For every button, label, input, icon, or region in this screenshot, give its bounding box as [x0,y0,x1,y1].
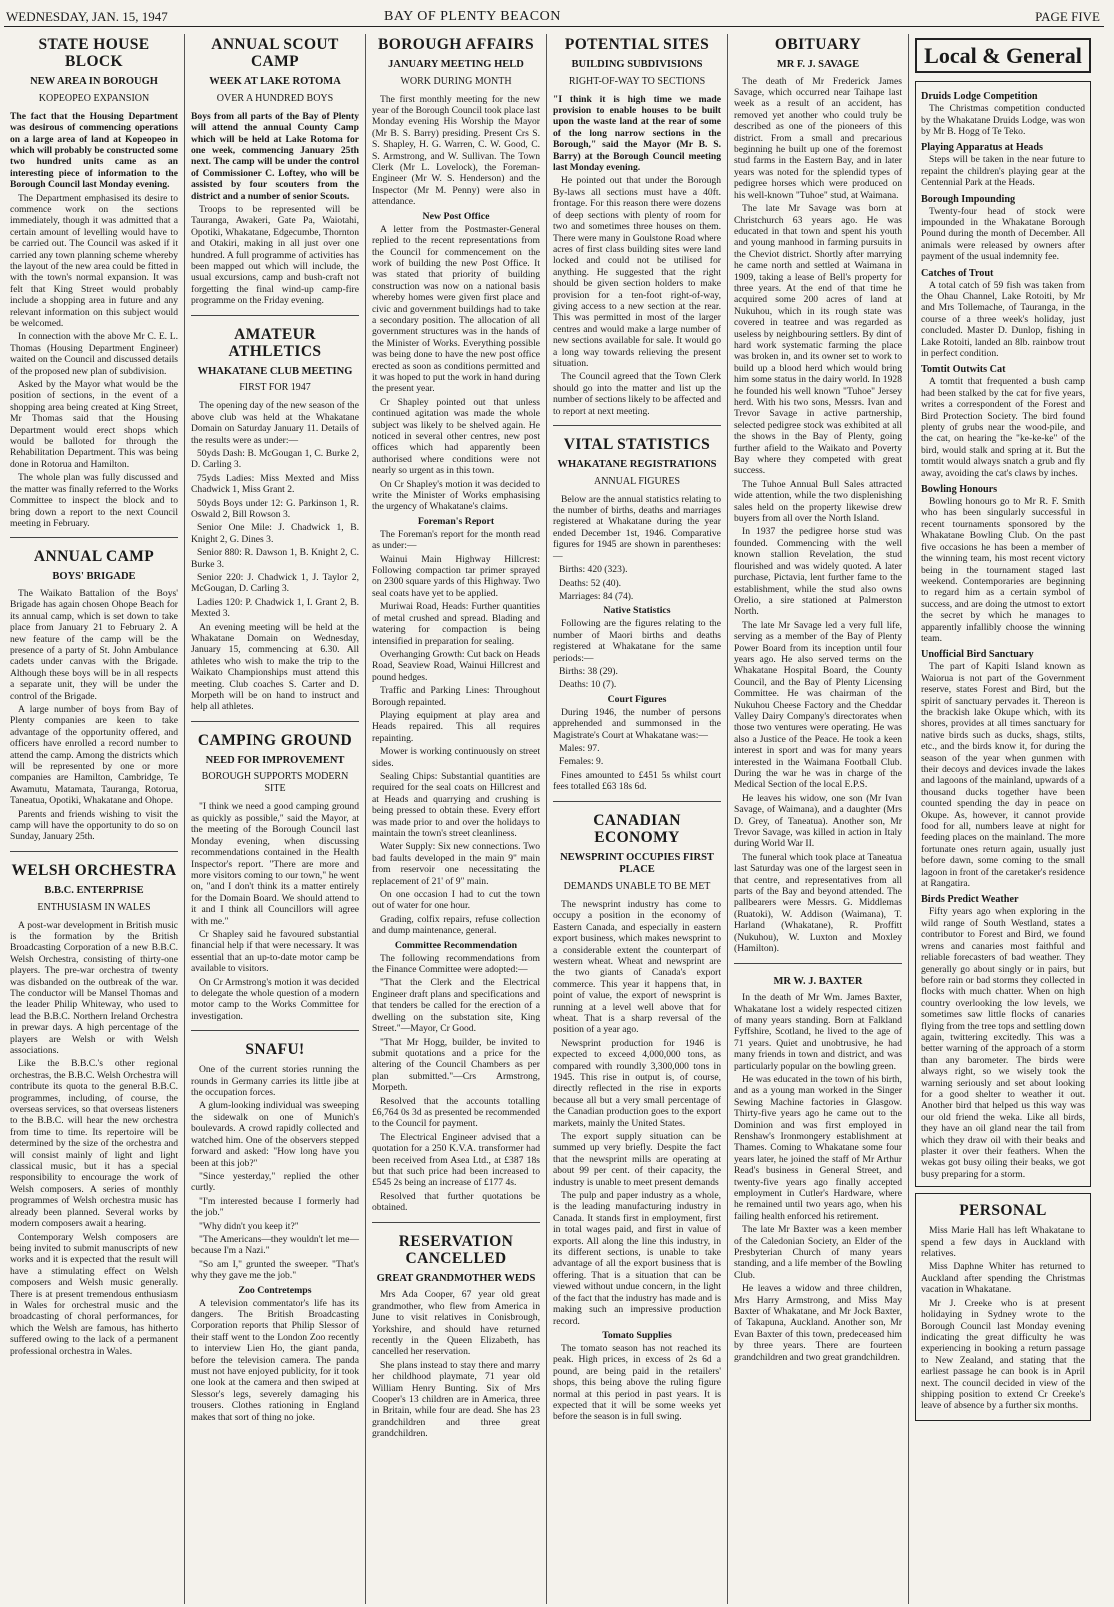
item-text: The Christmas competition conducted by the Whakatane Druids Lodge, was won by Mr B. Hogg of Te Teko. [921,103,1085,137]
paragraph: A post-war development in British music is the formation by the British Broadcasting Corporation of a new B.B.C. Welsh Orchestra, consisting of thirty-one players. The pre-war orchestra of twenty was disbanded on the outbreak of the war. The conductor will be Mansel Thomas and the leader Philip Whiteway, who used to lead the B.B.C. Northern Ireland Orchestra in prewar days. A high percentage of the players are Welsh or with Welsh associations. [10,919,178,1056]
statistic-line: Deaths: 10 (7). [559,679,617,691]
statistic-line: Births: 420 (323). [559,564,628,576]
paragraph: "That the Clerk and the Electrical Engineer draft plans and specifications and that tenders be called for the erection of a dwelling on the substation site, King Street."—Mayor, Cr Good. [372,977,540,1035]
subheadline: JANUARY MEETING HELD [388,59,524,71]
newspaper-title: BAY OF PLENTY BEACON [384,9,561,24]
subheadline: NEW AREA IN BOROUGH [30,76,158,88]
paragraph: The opening day of the new season of the above club was held at the Whakatane Domain on Saturday January 11. Details of the results were as under:— [191,400,359,446]
paragraph: The late Mr Savage led a very full life, serving as a member of the Bay of Plenty Power Board from its inception until four years ago. He also served terms on the Whakatane Hospital Board, the County Council, and the Bay of Plenty Licensing Committee. He was chairman of the Nukuhou Cheese Factory and the Cheddar Valley Dairy Company's directorates when those two ventures were operating. He was also a Justice of the Peace. He took a keen interest in sport and was for many years interested in the Waimana Football Club. During the war he was in charge of the Medical Section of the local E.P.S. [734,619,902,791]
paragraph: Newsprint production for 1946 is expected to exceed 4,000,000 tons, as compared with roundly 3,300,000 tons in 1945. This rise in output is, of course, directly reflected in the rise in exports because all but a very small percentage of the Canadian production goes to the export markets, mainly the United States. [553,1037,721,1129]
paragraph: Sealing Chips: Substantial quantities are required for the seal coats on Hillcrest and at Heads and quarrying and crushing is being pressed to obtain these. Every effort was made prior to and over the holidays to maintain the town's street cleanliness. [372,770,540,840]
inline-heading: Zoo Contretemps [238,1284,312,1296]
result-line: Senior One Mile: J. Chadwick 1, B. Knight 2, G. Dines 3. [191,522,359,545]
paragraph: "The Americans—they wouldn't let me—because I'm a Nazi." [191,1233,359,1257]
item-text: Steps will be taken in the near future to repaint the children's playing gear at the Centennial Park at the Heads. [921,154,1085,189]
item-text: Fifty years ago when exploring in the wild range of South Westland, states a contributor to Forest and Bird, we found wrens and canaries most faithful and reliable forecasters of bad weather. They generally go about singly or in pairs, but before rain or bad storms they collected in flocks with much chatter. When on high country overlooking the low levels, we sometimes saw little flocks of canaries flying from the tree tops and settling down again, twittering excitedly. This was a better warning of the approach of a storm than any barometer. The birds were always right, so we wisely took the warning seriously and set about looking for a good shelter to weather it out. Another bird that helped us this way was our old friend the weka. Like all birds, they have an oil gland near the tail from which they draw oil with their beaks and plaster it over their feathers. When the wekas got busy oiling their beaks, we got busy preparing for a storm. [921,906,1085,1180]
headline: BOROUGH AFFAIRS [378,36,534,53]
result-line: Senior 220: J. Chadwick 1, J. Taylor 2, McGougan, D. Carling 3. [191,571,359,595]
headline: AMATEUR ATHLETICS [228,325,322,360]
lead-paragraph: Boys from all parts of the Bay of Plenty will attend the annual County Camp which will be held at Lake Rotoma for one week, commencing January 25th next. The camp will be under the control of Commissioner C. Loftey, who will be assisted by four scouters from the district and a number of senior Scouts. [191,110,359,202]
paragraph: On Cr Armstrong's motion it was decided to delegate the whole question of a modern motor camp to the Works Committee for investigation. [191,976,359,1022]
paragraph: Like the B.B.C.'s other regional orchestras, the B.B.C. Welsh Orchestra will contribute its quota to the general B.B.C. programmes, including, of course, the overseas services, so that overseas listeners to the B.B.C. will hear the new orchestra from time to time. Its repertoire will be determined by the size of the orchestra and will consist mainly of light and light classical music, but it has a special responsibility to encourage the work of Welsh composers. A series of monthly programmes of Welsh orchestra music has already been planned. Several works by modern composers await a hearing. [10,1058,178,1230]
paragraph: Resolved that the accounts totalling £6,764 0s 3d as presented be recommended to the Council for payment. [372,1095,540,1130]
subheadline: BOROUGH SUPPORTS MODERN SITE [201,771,349,795]
paragraph: The following recommendations from the Finance Committee were adopted:— [372,952,540,976]
paragraph: In the death of Mr Wm. James Baxter, Whakatane lost a widely respected citizen of many years standing. Born at Falkland Fyffshire, Scotland, he lived to the age of 71 years. Quiet and unobtrusive, he had many friends in town and district, and was particularly popular on the bowling green. [734,992,902,1072]
paragraph: The Council agreed that the Town Clerk should go into the matter and list up the number of sections likely to be affected and to report at next meeting. [553,371,721,417]
lead-paragraph: "I think it is high time we made provision to enable houses to be built upon the waste land at the rear of some of the long narrow sections in the Borough," said the Mayor (Mr B. S. Barry) at the Borough Council meeting last Monday evening. [553,93,721,174]
paragraph: Traffic and Parking Lines: Throughout Borough repainted. [372,685,540,708]
statistic-line: Deaths: 52 (40). [559,577,622,589]
paragraph: The pulp and paper industry as a whole, is the leading manufacturing industry in Canada. It stands first in employment, first in total wages paid, and first in value of exports. All along the line this industry, in its different sections, is unable to take advantage of all the export business that is offering. That is a situation that can be viewed without undue concern, in the light of the fact that the industry has made and is making such an impressive production record. [553,1190,721,1327]
item-text: A tomtit that frequented a bush camp had been stalked by the cat for five years, writes a correspondent of the Forest and Bird Protection Society. The bird found plenty of grubs near the wood-pile, and the cat, on hearing the "ke-ke-ke" of the bird, would stalk and spring at it. But the tomtit would always snatch a grub and fly away, avoiding the cat's claws by inches. [921,376,1085,479]
paragraph: Miss Marie Hall has left Whakatane to spend a few days in Auckland with relatives. [921,1225,1085,1260]
subheadline: NEWSPRINT OCCUPIES FIRST PLACE [560,851,714,876]
paragraph: The first monthly meeting for the new year of the Borough Council took place last Monday evening His Worship the Mayor (Mr B. S. Barry) presiding. Present Crs S. S. Shapley, H. G. Warren, C. W. Good, C. S. Armstrong, and W. Sullivan. The Town Clerk (Mr L. Lovelock), the Foreman-Engineer (Mr W. S. Henderson) and the Inspector (Mr M. Penny) were also in attendance. [372,93,540,208]
paragraph: The whole plan was fully discussed and the matter was finally referred to the Works Committee to inspect the block and to bring down a report to the next Council meeting in February. [10,472,178,529]
paragraph: He pointed out that under the Borough By-laws all sections must have a 40ft. frontage. For this reason there were dozens of deep sections with plenty of room for two and sometimes three houses on them. There were many in Goulstone Road where acres of first class building sites were land locked and could not be utilised for anything. He suggested that the right should be given section holders to make provision for a ten-foot right-of-way, giving access to a new section at the rear. This was permitted in most of the larger centres and would make a large number of new sections available for sale. It would go a long way towards relieving the present situation. [553,175,721,369]
paragraph: During 1946, the number of persons apprehended and summonsed in the Magistrate's Court at Whakatane was:— [553,706,721,741]
paragraph: "I'm interested because I formerly had the job." [191,1195,359,1219]
subheadline: GREAT GRANDMOTHER WEDS [376,1272,536,1284]
paragraph: Troops to be represented will be Tauranga, Awakeri, Gate Pa, Waiotahi, Opotiki, Whakatane, Edgecumbe, Thornton and Otakiri, making in all just over one hundred. A full programme of activities has been mapped out which will include, the usual excursions, camp and bush-craft not forgetting the final wind-up camp-fire programme on the Friday evening. [191,203,359,307]
subheadline: MR W. J. BAXTER [773,975,863,987]
story-annual-scout-camp [191,36,359,307]
local-general-items [921,91,1085,1180]
item-heading: Druids Lodge Competition [921,91,1038,103]
subheadline: WHAKATANE REGISTRATIONS [557,459,717,471]
column-2 [185,34,366,1604]
paragraph: Playing equipment at play area and Heads repaired. This all requires repainting. [372,709,540,744]
inline-heading: Tomato Supplies [602,1329,672,1341]
result-line: 75yds Ladies: Miss Mexted and Miss Chadwick 1, Miss Grant 2. [191,472,359,496]
story-obituary-savage [734,36,902,955]
paragraph: The death of Mr Frederick James Savage, which occurred near Taihape last week as a result of an accident, has removed yet another who could truly be described as one of the pioneers of this district. From a small and precarious beginning he built up one of the foremost stud farms in the Eastern Bay, and in later years was noted for the splendid types of pedigree horses which were produced on his well-known "Tuhoe" stud, at Waimana. [734,75,902,201]
paragraph: Fines amounted to £451 5s whilst court fees totalled £63 18s 6d. [553,769,721,793]
headline: PERSONAL [959,1202,1047,1220]
column-5 [728,34,909,1604]
item-text: Twenty-four head of stock were impounded in the Whakatane Borough Pound during the month of December. All animals were released by owners after payment of the usual indemnity fee. [921,205,1085,263]
result-line: Ladies 120: P. Chadwick 1, I. Grant 2, B. Mexted 3. [191,596,359,620]
paragraph: Parents and friends wishing to visit the camp will have the opportunity to do so on Sunday, January 25th. [10,808,178,843]
story-welsh-orchestra [10,851,178,1357]
result-line: 50yds Dash: B. McGougan 1, C. Burke 2, D. Carling 3. [191,447,359,471]
paragraph: A large number of boys from Bay of Plenty companies are keen to take advantage of the opportunity offered, and officers have enrolled a record number to attend the camp. Among the districts which will be represented by one or more companies are Hamilton, Cambridge, Te Awamutu, Matamata, Tauranga, Rotorua, Taneatua, Opotiki, Whakatane and Ohope. [10,704,178,807]
headline: VITAL STATISTICS [563,436,711,454]
lead-paragraph: The fact that the Housing Department was desirous of commencing operations on a large area of land at Kopeopeo in which will probably be constructed some two hundred units came as an interesting piece of information to the Borough Council last Monday evening. [10,110,178,191]
inline-heading: Native Statistics [603,605,671,617]
subheadline: WORK DURING MONTH [400,75,512,87]
story-canadian-economy [553,801,721,1423]
paragraph: "So am I," grunted the sweeper. "That's why they gave me the job." [191,1258,359,1282]
subheadline: BOYS' BRIGADE [52,571,136,583]
subheadline: DEMANDS UNABLE TO BE MET [563,880,711,892]
item-text: A total catch of 59 fish was taken from the Ohau Channel, Lake Rotoiti, by Mr and Mrs Tollemache, of Tauranga, in the course of a three week's holiday, just concluded. Master D. Dunlop, fishing in Lake Rotoiti, landed an 8lb. rainbow trout in perfect condition. [921,279,1085,359]
subheadline: BUILDING SUBDIVISIONS [571,59,703,71]
inline-heading: Committee Recommendation [394,939,518,951]
subheadline: OVER A HUNDRED BOYS [216,92,334,104]
paragraph: Wainui Main Highway Hillcrest: Following compaction tar primer sprayed on 2300 square yards of this Highway. Two seal coats have yet to be applied. [372,553,540,599]
column-3 [366,34,547,1604]
paragraph: He leaves his widow, one son (Mr Ivan Savage, of Waimana), and a daughter (Mrs D. Grey, of Taneatua). Another son, Mr Trevor Savage, was killed in action in Italy during World War II. [734,792,902,850]
story-borough-affairs [372,36,540,1214]
paragraph: The funeral which took place at Taneatua last Saturday was one of the largest seen in that centre, and representatives from all parts of the Bay and beyond attended. The pallbearers were Messrs. G. Middlemas (Ruatoki), W. Addison (Waimana), T. Harland (Whakatane), R. Proffitt (Nukuhou), W. Luxton and Moxley (Hamilton). [734,851,902,955]
masthead [4,8,1104,27]
paragraph: In 1937 the pedigree horse stud was founded. Commencing with the well known stallion Revelation, the stud flourished and was widely quoted. A later purchase, Pictavia, lent further fame to the establishment, while the stud also owns Orelio, a sire stationed at Palmerston North. [734,526,902,618]
story-potential-sites [553,36,721,417]
paragraph: Cr Shapley said he favoured substantial financial help if that were necessary. It was essential that an up-to-date motor camp be available to visitors. [191,928,359,975]
subheadline: NEED FOR IMPROVEMENT [205,754,345,766]
column-4 [547,34,728,1604]
paragraph: The Foreman's report for the month read as under:— [372,528,540,552]
paragraph: Below are the annual statistics relating to the number of births, deaths and marriages registered at Whakatane during the year ended December 1st, 1946. Comparative figures for 1945 are shown in parentheses:— [553,493,721,562]
page-number: PAGE FIVE [1035,9,1100,24]
paragraph: Resolved that further quotations be obtained. [372,1190,540,1214]
paragraph: The tomato season has not reached its peak. High prices, in excess of 2s 6d a pound, are being paid in the retailers' shops, this being above the ruling figure normal at this period in past years. It is expected that it will be some weeks yet before the season is in full swing. [553,1342,721,1423]
paragraph: Mrs Ada Cooper, 67 year old great grandmother, who flew from America in June to visit relatives in Conisbrough, Yorkshire, and should have returned recently in the Queen Elizabeth, has cancelled her reservation. [372,1289,540,1358]
result-line: 50yds Boys under 12: G. Parkinson 1, R. Oswald 2, Bill Rowson 3. [191,497,359,520]
issue-date: WEDNESDAY, JAN. 15, 1947 [6,9,168,24]
paragraph: The late Mr Baxter was a keen member of the Caledonian Society, an Elder of the Presbyterian Church of many years standing, and a life member of the Bowling Club. [734,1224,902,1281]
paragraph: A glum-looking individual was sweeping the sidewalk on one of Munich's boulevards. A crowd rapidly collected and watched him. One of the observers stepped forward and asked: "How long have you been at this job?" [191,1100,359,1169]
column-6 [909,34,1097,1604]
item-heading: Birds Predict Weather [921,894,1019,906]
headline: OBITUARY [774,36,862,53]
paragraph: Following are the figures relating to the number of Maori births and deaths registered at Whakatane for the same periods:— [553,618,721,664]
story-annual-camp [10,537,178,843]
headline: ANNUAL SCOUT CAMP [211,36,339,71]
statistic-line: Males: 97. [559,742,600,754]
paragraph: The Department emphasised its desire to commence work on the sections immediately, though it was admitted that a certain amount of levelling would have to be carried out. The Council was asked if it carried any town planning scheme whereby the layout of the new area could be fitted in with the town's normal expansion. It was felt that King Street would probably include a shopping area in future and any relevant information on this subject would be welcomed. [10,192,178,329]
headline: POTENTIAL SITES [564,36,710,53]
item-heading: Borough Impounding [921,193,1016,205]
item-heading: Bowling Honours [921,484,998,496]
inline-heading: New Post Office [422,210,490,222]
statistic-line: Females: 9. [559,756,604,768]
paragraph: "That Mr Hogg, builder, be invited to submit quotations and a price for the altering of the Council Chambers as per plan submitted."—Crs Armstrong, Morpeth. [372,1036,540,1094]
paragraph: The Electrical Engineer advised that a quotation for a 250 K.V.A. transformer had been received from Asea Ltd., at £387 18s but that such price had been increased to £545 2s being an increase of £177 4s. [372,1131,540,1189]
story-state-house-block [10,36,178,529]
inline-heading: Foreman's Report [417,515,495,527]
personal-box [915,1193,1091,1421]
column-1 [4,34,185,1604]
paragraph: The late Mr Savage was born at Christchurch 63 years ago. He was educated in that town and spent his youth and young manhood in farming pursuits in the Cheviot district. Shortly after marrying he came north and settled at Waimana in 1909, taking a lease of Bell's property for three years. At the end of that time he acquired some 200 acres of land at Nukuhou, which in its rough state was covered in teatree and was regarded as useless by neighbouring settlers. By dint of hard work systematic farming the place was broken in, and its owner set to work to build up a blood herd which would bring him some status in the dairy world. In 1928 he founded his well known "Tuhoe" Jersey herd. With his two sons, Messrs. Ivan and Trevor Savage in active partnership, selected pedigree stock was exhibited at all the shows in the Bay of Plenty, going further afield to the Waikato and Poverty Bay where they competed with great success. [734,203,902,477]
headline: CANADIAN ECONOMY [593,811,681,846]
paragraph: Muriwai Road, Heads: Further quantities of metal crushed and spread. Blading and watering for compaction is being intensified in preparation for sealing. [372,601,540,647]
item-heading: Playing Apparatus at Heads [921,142,1043,154]
paragraph: On one occasion I had to cut the town out of water for one hour. [372,889,540,912]
paragraph: Water Supply: Six new connections. Two bad faults developed in the main 9" main from reservoir one necessitating the replacement of 21' of 9" main. [372,841,540,887]
statistic-line: Marriages: 84 (74). [559,590,634,602]
headline: SNAFU! [245,1041,305,1059]
story-vital-statistics [553,425,721,793]
paragraph: "I think we need a good camping ground as quickly as possible," said the Mayor, at the meeting of the Borough Council last Monday evening, when discussing recommendations contained in the Health Inspector's report. "There are more and more visitors coming to our town," he went on, "and I don't think its a matter entirely for the Domain Board. We should attend to it and I think all Councillors will agree with me." [191,801,359,927]
item-heading: Unofficial Bird Sanctuary [921,649,1034,661]
paragraph: He was educated in the town of his birth, and as a young man worked in the Singer Sewing Machine factories in Glasgow. Thirty-five years ago he came out to the Dominion and was first employed in Renshaw's Ironmongery establishment at Thames. Coming to Whakatane some four years later, he joined the staff of Mr Arthur Read's business in General Street, and twenty-five years ago finally accepted employment in Cutler's Hardware, where he remained until two years ago, when his failing health enforced his retirement. [734,1073,902,1222]
paragraph: He leaves a widow and three children, Mrs Harry Armstrong, and Miss May Baxter of Whakatane, and Mr Jock Baxter, of Takapuna, Auckland. Another son, Mr Evan Baxter of this town, predeceased him by three years. There are fourteen grandchildren and two great grandchildren. [734,1283,902,1363]
subheadline: KOPEOPEO EXPANSION [38,92,150,104]
story-camping-ground [191,721,359,1022]
paragraph: The newsprint industry has come to occupy a position in the economy of Eastern Canada, and especially in eastern export business, which makes newsprint to a considerable extent the counterpart of western wheat. Wheat and newsprint are the two giants of Canada's export commerce. This year it happens that, in point of value, the export of newsprint is running at a level well above that for wheat. That is a sharp reversal of the position of a year ago. [553,898,721,1036]
item-heading: Catches of Trout [921,267,994,279]
subheadline: WEEK AT LAKE ROTOMA [209,76,341,88]
paragraph: Miss Daphne Whiter has returned to Auckland after spending the Christmas vacation in Whakatane. [921,1261,1085,1296]
headline: ANNUAL CAMP [33,548,155,566]
paragraph: "Why didn't you keep it?" [199,1220,299,1232]
story-reservation-cancelled [372,1222,540,1440]
paragraph: "Since yesterday," replied the other curtly. [191,1170,359,1194]
paragraph: A television commentator's life has its dangers. The British Broadcasting Corporation reports that Philip Slessor of their staff went to the London Zoo recently to interview Lien Ho, the giant panda, before the television camera. The panda must not have enjoyed publicity, for it took one look at the camera and then swiped at Slessor's legs, severely damaging his trousers. Clothes rationing in England makes that sort of thing no joke. [191,1297,359,1423]
subheadline: RIGHT-OF-WAY TO SECTIONS [568,75,706,87]
paragraph: The Tuhoe Annual Bull Sales attracted wide attention, while the two displenishing sales held on the property likewise drew buyers from all over the North Island. [734,478,902,525]
item-text: Bowling honours go to Mr R. F. Smith who has been singularly successful in recent tournaments sponsored by the Whakatane Bowling Club. On the past five occasions he has been a member of the winning team, his most recent victory being in the tournament staged last weekend. Contemporaries are beginning to regard him as a certain symbol of success, and are doing the utmost to extort the secret by which he manages to apparently infallibly choose the winning team. [921,496,1085,644]
columns [4,34,1110,1604]
headline: RESERVATION CANCELLED [398,1232,514,1267]
paragraph: Mower is working continuously on street sides. [372,746,540,769]
paragraph: Contemporary Welsh composers are being invited to submit manuscripts of new works and it is expected that the result will have a stimulating effect on Welsh composers and Welsh music generally. There is at present tremendous enthusiasm in Wales for orchestral music and the broadcasting of choral performances, for which the Welsh are famous, has hitherto suffered owing to the lack of a permanent professional orchestra in Wales. [10,1231,178,1357]
item-text: The part of Kapiti Island known as Waiorua is not part of the Government reserve, states Forest and Bird, but the spirit of sanctuary pervades it. Thereon is the brackish lake Okupe which, with its shores, provides at all times sanctuary for native birds such as ducks, shags, stilts, etc., and the birds know it, for during the season of the year when gunmen with their decoys and devices invade the lakes and lagoons of the mainland, upwards of a thousand ducks together have been counted spending the day in peace on Okupe. As, however, it cannot provide food for all, numbers leave at night for feeding places on the mainland. The more fortunate ones return again, usually just before dawn, some coming to the small lagoon in front of the caretaker's residence at Rangatira. [921,661,1085,890]
paragraph: Mr J. Creeke who is at present holidaying in Sydney wrote to the Borough Council last Monday evening indicating the great difficulty he was experiencing in booking a return passage to New Zealand, and stating that the earliest passage he can book is in April next. The council decided in view of the shipping position to extend Cr Creeke's leave of absence by a further six months. [921,1297,1085,1412]
paragraph: Grading, colfix repairs, refuse collection and dump maintenance, general. [372,913,540,937]
subheadline: MR F. J. SAVAGE [776,59,860,71]
inline-heading: Court Figures [607,693,667,705]
paragraph: One of the current stories running the rounds in Germany carries its little jibe at the occupation forces. [191,1064,359,1099]
item-heading: Tomtit Outwits Cat [921,364,1006,376]
paragraph: Asked by the Mayor what would be the position of sections, in the event of a shopping area being created at King Street, Mr Thomas said that the Housing Department would erect shops which would be balloted for through the Rehabilitation Department. This was being done in Rotorua and Hamilton. [10,379,178,470]
statistic-line: Births: 38 (29). [559,665,618,677]
headline: CAMPING GROUND [197,731,353,749]
story-obituary-baxter [734,963,902,1364]
headline: WELSH ORCHESTRA [11,861,177,879]
paragraph: The export supply situation can be summed up very briefly. Despite the fact that the newsprint mills are operating at about 99 per cent. of their capacity, the industry is unable to meet present demands [553,1131,721,1188]
story-snafu [191,1030,359,1423]
paragraph: In connection with the above Mr C. E. L. Thomas (Housing Department Engineer) waited on the Council and discussed details of the proposed new plan of subdivision. [10,331,178,377]
result-line: Senior 880: R. Dawson 1, B. Knight 2, C. Burke 3. [191,547,359,570]
paragraph: The Waikato Battalion of the Boys' Brigade has again chosen Ohope Beach for its annual camp, which is set down to take place from January 21 to February 2. A new feature of the camp will be the presence of a party of St. John Ambulance cadets under canvas with the Brigade. Although these boys will be in all respects a separate unit, they will be under the control of the Brigade. [10,587,178,702]
subheadline: WHAKATANE CLUB MEETING [197,365,353,377]
subheadline: ANNUAL FIGURES [593,475,681,487]
local-general-box [915,81,1091,1187]
subheadline: ENTHUSIASM IN WALES [37,901,151,913]
subheadline: B.B.C. ENTERPRISE [44,884,144,896]
paragraph: A letter from the Postmaster-General replied to the recent representations from the Council for commencement on the work of building the new Post Office. It was stated that priority of building construction was now on a national basis whereby homes were given first place and civic and government buildings had to take a secondary position. The allocation of all government structures was in the hands of the Minister of Works. Everything possible was being done to have the new post office erected as soon as conditions permitted and it was hoped to put the work in hand during the present year. [372,223,540,395]
local-general-title: Local & General [915,38,1091,73]
story-amateur-athletics [191,315,359,713]
paragraph: Cr Shapley pointed out that unless continued agitation was made the whole subject was likely to be shelved again. He noticed in several other centres, new post offices which had apparently been authorised where conditions were not nearly so urgent as in this town. [372,396,540,477]
headline: STATE HOUSE BLOCK [38,36,150,71]
paragraph: She plans instead to stay there and marry her childhood playmate, 71 year old William Henry Bunting. Six of Mrs Cooper's 13 children are in America, three in Britain, while four are dead. She has 23 grandchildren and three great grandchildren. [372,1359,540,1440]
subheadline: FIRST FOR 1947 [239,382,311,394]
paragraph: On Cr Shapley's motion it was decided to write the Minister of Works emphasising the urgency of Whakatane's claims. [372,478,540,513]
paragraph: An evening meeting will be held at the Whakatane Domain on Wednesday, January 15, commencing at 6.30. All athletes who wish to make the trip to the Waikato Championships must attend this meeting. Club coaches S. Carter and D. Morpeth will be on hand to instruct and help all athletes. [191,621,359,713]
paragraph: Overhanging Growth: Cut back on Heads Road, Seaview Road, Wainui Hillcrest and pound hedges. [372,648,540,683]
